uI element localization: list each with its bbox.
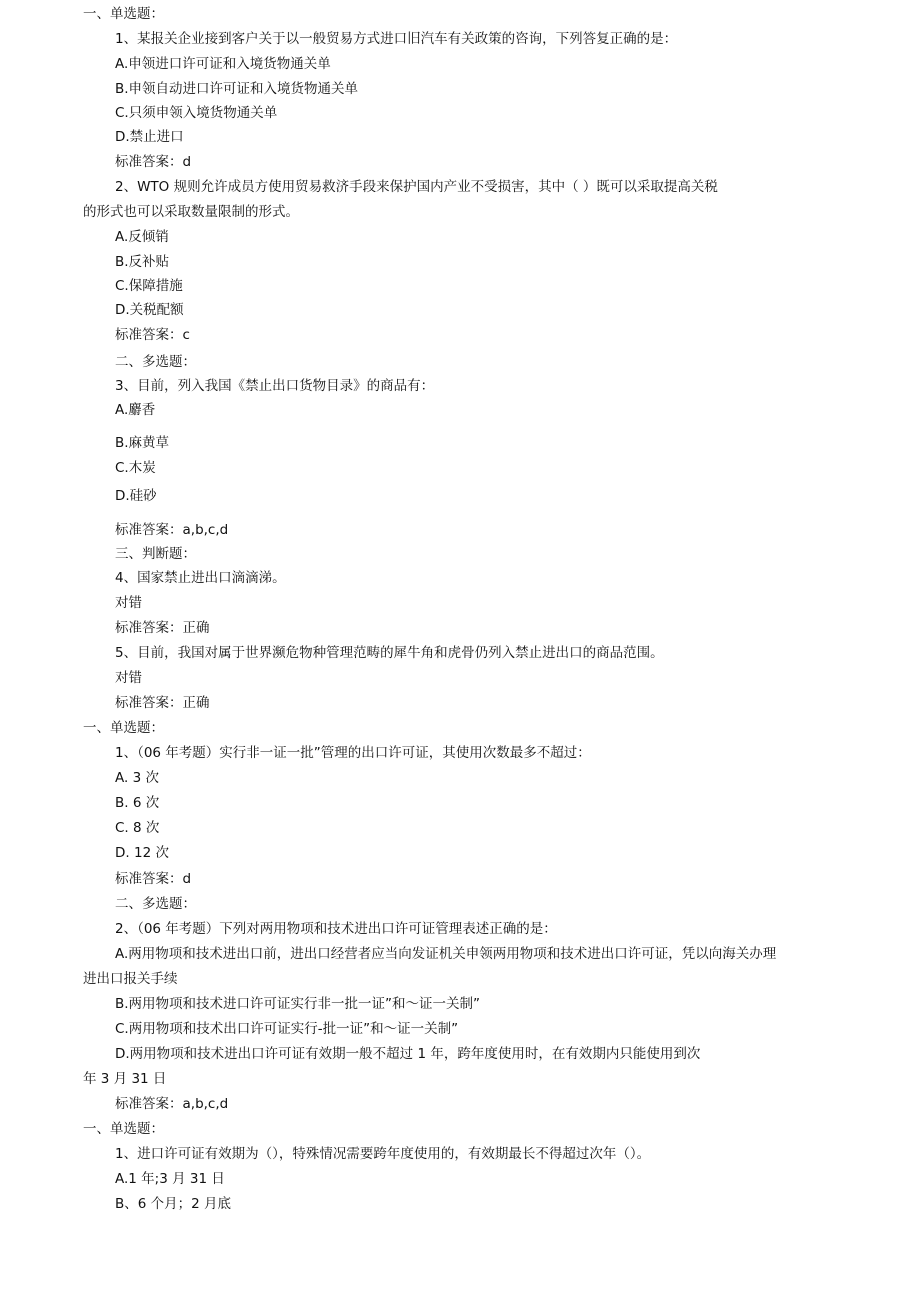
question-text: 1、某报关企业接到客户关于以一般贸易方式进口旧汽车有关政策的咨询，下列答复正确的是： [115,31,678,47]
section-heading: 二、多选题： [115,896,196,912]
question-text: 2、（06 年考题）下列对两用物项和技术进出口许可证管理表述正确的是： [115,921,557,937]
option-c: C.木炭 [115,460,156,476]
section-heading: 一、单选题： [83,6,164,22]
option-a: A. 3 次 [115,770,159,786]
option-a: A.反倾销 [115,229,169,245]
answer-text: 标准答案：正确 [115,620,210,636]
option-d: D.关税配额 [115,302,184,318]
question-text: 5、目前，我国对属于世界濒危物种管理范畴的犀牛角和虎骨仍列入禁止进出口的商品范围。 [115,645,664,661]
answer-text: 标准答案：d [115,154,192,170]
option-d: D. 12 次 [115,845,169,861]
question-text: 1、进口许可证有效期为（），特殊情况需要跨年度使用的，有效期最长不得超过次年（）。 [115,1146,651,1162]
section-heading: 一、单选题： [83,720,164,736]
answer-text: 标准答案：正确 [115,695,210,711]
answer-text: 标准答案：c [115,327,190,343]
option-c: C. 8 次 [115,820,160,836]
option-d: D.硅砂 [115,488,157,504]
option-d: D.禁止进口 [115,129,184,145]
section-heading: 二、多选题： [115,354,196,370]
option-b: B.两用物项和技术进口许可证实行非一批一证”和～证一关制” [115,996,481,1012]
option-c: C.保障措施 [115,278,183,294]
option-a: A.两用物项和技术进出口前，进出口经营者应当向发证机关申领两用物项和技术进出口许可证，凭以向海关办理 [115,946,777,962]
option-a: A.申领进口许可证和入境货物通关单 [115,56,331,72]
question-text: 1、（06 年考题）实行非一证一批”管理的出口许可证，其使用次数最多不超过： [115,745,591,761]
answer-text: 标准答案：a,b,c,d [115,1096,229,1112]
option-c: C.两用物项和技术出口许可证实行-批一证”和～证一关制” [115,1021,459,1037]
option-b: B.申领自动进口许可证和入境货物通关单 [115,81,359,97]
option-b: B.反补贴 [115,254,170,270]
question-text: 2、WTO 规则允许成员方使用贸易救济手段来保护国内产业不受损害，其中（ ）既可以采取提高关税 [115,179,718,195]
option-a: A.麝香 [115,402,156,418]
section-heading: 三、判断题： [115,546,196,562]
true-false-options: 对错 [115,670,142,686]
option-b: B. 6 次 [115,795,160,811]
option-a: A.1 年;3 月 31 日 [115,1171,225,1187]
true-false-options: 对错 [115,595,142,611]
question-text: 3、目前，列入我国《禁止出口货物目录》的商品有： [115,378,435,394]
question-text-continued: 的形式也可以采取数量限制的形式。 [83,204,299,220]
option-d-continued: 年 3 月 31 日 [83,1071,167,1087]
option-b: B、6 个月；2 月底 [115,1196,232,1212]
option-c: C.只须申领入境货物通关单 [115,105,278,121]
answer-text: 标准答案：d [115,871,192,887]
section-heading: 一、单选题： [83,1121,164,1137]
option-a-continued: 进出口报关手续 [83,971,178,987]
option-d: D.两用物项和技术进出口许可证有效期一般不超过 1 年，跨年度使用时，在有效期内只能使用到次 [115,1046,701,1062]
option-b: B.麻黄草 [115,435,170,451]
question-text: 4、国家禁止进出口滴滴涕。 [115,570,286,586]
answer-text: 标准答案：a,b,c,d [115,522,229,538]
